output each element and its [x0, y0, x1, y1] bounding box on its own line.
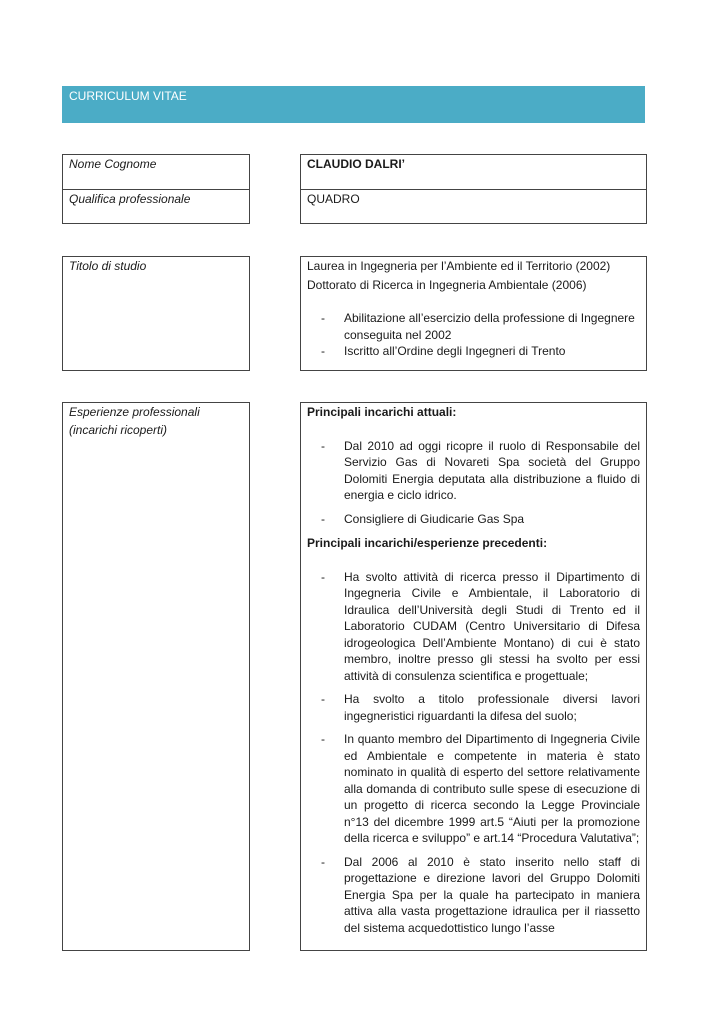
esperienze-label-box	[62, 402, 250, 951]
esperienze-label-line-2: (incarichi ricoperti)	[69, 422, 168, 437]
nome-value-box	[300, 154, 647, 190]
list-item: - In quanto membro del Dipartimento di Ingegneria Civile ed Ambientale e competente in materia è stato nominato in qualità di esperto del settore relativamente alla domanda di contributo sulle spese di esecuzione di un progetto di ricerca secondo la Legge Provinciale n°13 del dicembre 1999 art.5 “Aiuti per la promozione della ricerca e sviluppo” e art.14 “Procedura Valutativa”;	[301, 731, 646, 847]
titolo-label: Titolo di studio	[69, 259, 147, 273]
titolo-line-1: Laurea in Ingegneria per l’Ambiente ed il Territorio (2002)	[307, 259, 611, 273]
list-item: - Ha svolto attività di ricerca presso il Dipartimento di Ingegneria Civile e Ambientale, il Laboratorio di Idraulica dell’Università degli Studi di Trento ed il Laboratorio CUDAM (Centro Universitario di Difesa idrogeologica Dell’Ambiente Montano) di cui è stato membro, inoltre presso gli stessi ha svolto per essi attività di consulenza scientifica e progettuale;	[301, 569, 646, 685]
nome-value: CLAUDIO DALRI’	[307, 157, 405, 171]
list-item: - Dal 2006 al 2010 è stato inserito nello staff di progettazione e direzione lavori del Gruppo Dolomiti Energia Spa per la quale ha partecipato in maniera attiva alla vasta progettazione idraulica per il riassetto del sistema acquedottistico lungo l’asse	[301, 854, 646, 937]
qualifica-value: QUADRO	[307, 192, 360, 206]
qualifica-label: Qualifica professionale	[69, 192, 191, 206]
nome-label: Nome Cognome	[69, 157, 157, 171]
list-item: - Iscritto all’Ordine degli Ingegneri di Trento	[301, 343, 646, 360]
cv-header-bar	[62, 86, 645, 123]
list-item: - Consigliere di Giudicarie Gas Spa	[301, 511, 646, 528]
previous-list	[301, 569, 646, 937]
cv-title: CURRICULUM VITAE	[69, 89, 187, 103]
titolo-label-box	[62, 256, 250, 371]
list-item: - Ha svolto a titolo professionale diversi lavori ingegneristici riguardanti la difesa del suolo;	[301, 691, 646, 724]
previous-heading: Principali incarichi/esperienze precedenti:	[307, 536, 548, 550]
list-item: - Abilitazione all’esercizio della professione di Ingegnere conseguita nel 2002	[301, 310, 646, 343]
titolo-line-2: Dottorato di Ricerca in Ingegneria Ambientale (2006)	[307, 277, 587, 292]
esperienze-label-line-1: Esperienze professionali	[69, 405, 200, 419]
list-item: - Dal 2010 ad oggi ricopre il ruolo di Responsabile del Servizio Gas di Novareti Spa società del Gruppo Dolomiti Energia deputata alla distribuzione a fluido di energia e ciclo idrico.	[301, 438, 646, 504]
current-heading: Principali incarichi attuali:	[307, 405, 457, 419]
titolo-value-box	[300, 256, 647, 371]
qualifica-value-box	[300, 189, 647, 224]
qualifica-label-box	[62, 189, 250, 224]
titolo-bullet-list	[301, 310, 646, 360]
esperienze-value-box	[300, 402, 647, 951]
nome-label-box	[62, 154, 250, 190]
current-list	[301, 438, 646, 528]
